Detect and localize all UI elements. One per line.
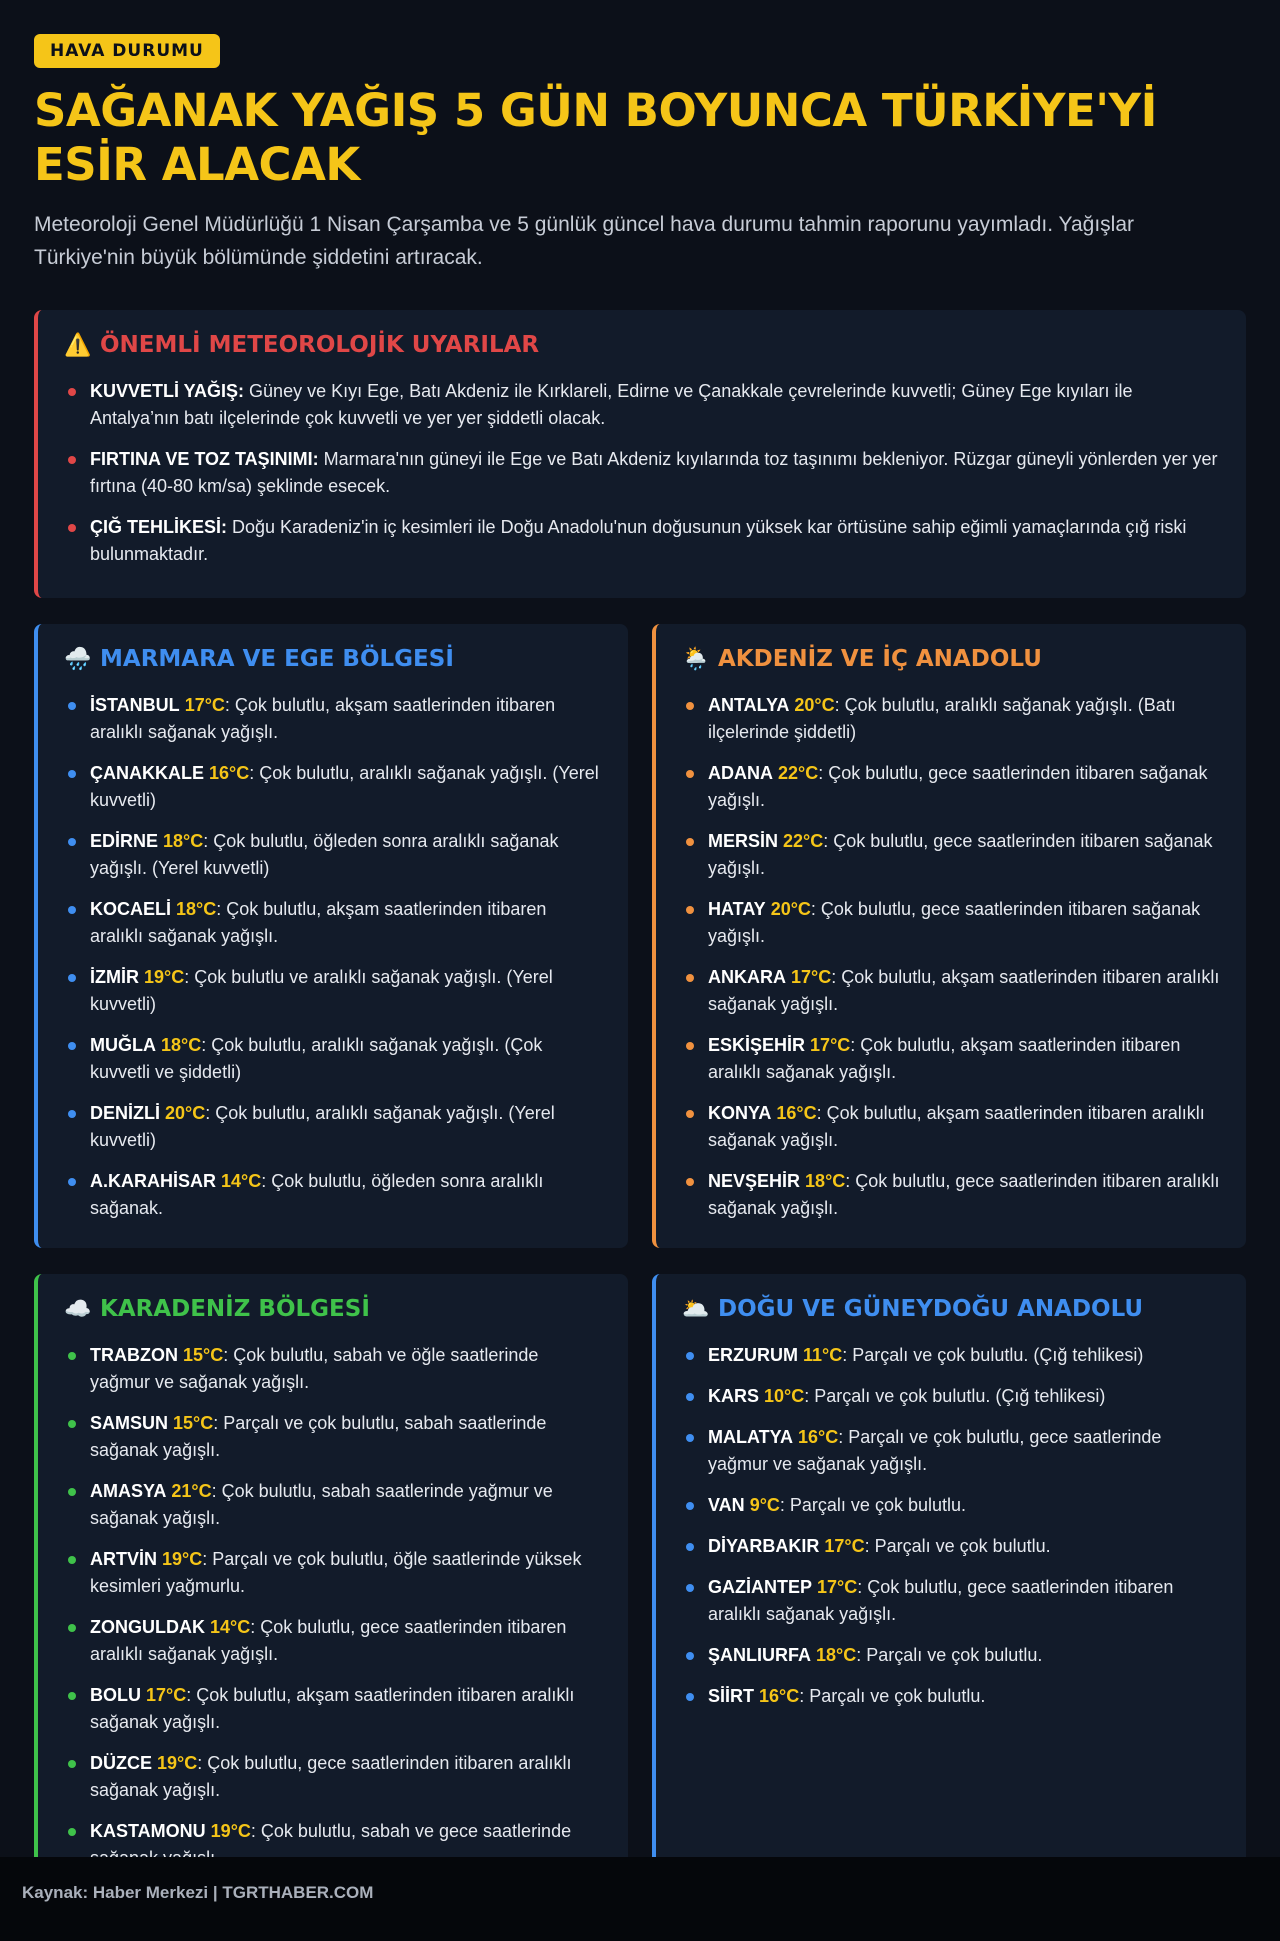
bullet-dot [68, 1760, 76, 1768]
region-title [64, 646, 602, 672]
city-item [682, 964, 1220, 1018]
city-name: GAZİANTEP [708, 1577, 813, 1597]
city-temp: 10°C [764, 1386, 805, 1406]
city-name: ŞANLIURFA [708, 1645, 811, 1665]
city-list [64, 692, 602, 1222]
city-temp: 18°C [816, 1645, 857, 1665]
city-temp: 22°C [778, 763, 819, 783]
rain-cloud-icon: 🌧️ [64, 646, 92, 672]
headline: SAĞANAK YAĞIŞ 5 GÜN BOYUNCA TÜRKİYE'Yİ ESİR ALACAK [34, 84, 1157, 191]
city-forecast: : Çok bulutlu, gece saatlerinden itibaren sağanak yağışlı. [708, 831, 1213, 878]
bullet-dot [686, 1652, 694, 1660]
warning-icon: ⚠️ [64, 332, 92, 358]
city-temp: 19°C [210, 1821, 251, 1841]
city-forecast: : Çok bulutlu, akşam saatlerinden itibaren aralıklı sağanak yağışlı. [90, 695, 556, 742]
city-forecast: : Çok bulutlu, gece saatlerinden itibaren aralıklı sağanak yağışlı. [90, 1617, 567, 1664]
city-temp: 9°C [749, 1495, 780, 1515]
bullet-dot [686, 1178, 694, 1186]
city-name: ERZURUM [708, 1345, 798, 1365]
city-temp: 18°C [163, 831, 204, 851]
bullet-dot [686, 702, 694, 710]
bullet-dot [686, 1434, 694, 1442]
city-temp: 16°C [759, 1686, 800, 1706]
city-forecast: : Çok bulutlu, akşam saatlerinden itibaren aralıklı sağanak yağışlı. [708, 967, 1220, 1014]
bullet-dot [68, 838, 76, 846]
city-name: ESKİŞEHİR [708, 1035, 806, 1055]
bullet-dot [68, 1110, 76, 1118]
city-item [64, 828, 602, 882]
city-name: AMASYA [90, 1481, 167, 1501]
city-temp: 20°C [770, 899, 811, 919]
warning-text: Marmara'nın güneyi ile Ege ve Batı Akdeniz kıyılarında toz taşınımı bekleniyor. Rüzgar güneyli yönlerden yer yer fırtına (40-80 km/sa) şeklinde esecek. [90, 449, 1218, 496]
city-forecast: : Çok bulutlu, sabah saatlerinde yağmur ve sağanak yağışlı. [90, 1481, 553, 1528]
city-name: KARS [708, 1386, 760, 1406]
city-temp: 20°C [794, 695, 835, 715]
bullet-dot [686, 1502, 694, 1510]
regions-row-1 [34, 624, 1246, 1248]
region-dogu-guneydogu [652, 1274, 1246, 1874]
city-name: A.KARAHİSAR [90, 1171, 216, 1191]
city-item [64, 1682, 602, 1736]
city-item [64, 1100, 602, 1154]
city-list [64, 1342, 602, 1872]
region-akdeniz-ic-anadolu [652, 624, 1246, 1248]
bullet-dot [686, 1543, 694, 1551]
bullet-dot [686, 838, 694, 846]
bullet-dot [68, 1042, 76, 1050]
city-item [682, 1383, 1220, 1410]
city-temp: 17°C [146, 1685, 187, 1705]
warnings-card [34, 310, 1246, 598]
city-name: SİİRT [708, 1686, 755, 1706]
city-temp: 17°C [184, 695, 225, 715]
city-forecast: : Parçalı ve çok bulutlu, sabah saatlerinde sağanak yağışlı. [90, 1413, 547, 1460]
region-title [64, 1296, 602, 1322]
city-name: KASTAMONU [90, 1821, 206, 1841]
city-forecast: : Parçalı ve çok bulutlu, gece saatlerinde yağmur ve sağanak yağışlı. [708, 1427, 1162, 1474]
city-temp: 18°C [176, 899, 217, 919]
city-item [64, 760, 602, 814]
warning-label: FIRTINA VE TOZ TAŞINIMI: [90, 449, 319, 469]
city-item [682, 1574, 1220, 1628]
bullet-dot [686, 1042, 694, 1050]
city-forecast: : Çok bulutlu, akşam saatlerinden itibaren aralıklı sağanak yağışlı. [90, 899, 547, 946]
region-title-text: MARMARA VE EGE BÖLGESİ [100, 646, 454, 672]
city-forecast: : Çok bulutlu, öğleden sonra aralıklı sağanak. [90, 1171, 544, 1218]
city-forecast: : Çok bulutlu ve aralıklı sağanak yağışlı. (Yerel kuvvetli) [90, 967, 553, 1014]
city-item [682, 1642, 1220, 1669]
city-temp: 14°C [210, 1617, 251, 1637]
regions-row-2 [34, 1274, 1246, 1874]
bullet-dot [68, 1352, 76, 1360]
city-name: İZMİR [90, 967, 139, 987]
city-item [64, 1168, 602, 1222]
city-forecast: : Çok bulutlu, sabah ve öğle saatlerinde yağmur ve sağanak yağışlı. [90, 1345, 539, 1392]
city-item [682, 1533, 1220, 1560]
city-forecast: : Çok bulutlu, gece saatlerinden itibaren sağanak yağışlı. [708, 899, 1201, 946]
city-name: MALATYA [708, 1427, 793, 1447]
warnings-title [64, 332, 1220, 358]
city-name: MERSİN [708, 831, 779, 851]
bullet-dot [68, 1178, 76, 1186]
bullet-dot [686, 1352, 694, 1360]
warning-text: Güney ve Kıyı Ege, Batı Akdeniz ile Kırklareli, Edirne ve Çanakkale çevrelerinde kuvvetli; Güney Ege kıyıları ile Antalya’nın batı ilçelerinde çok kuvvetli ve yer yer şiddetli olacak. [90, 381, 1133, 428]
bullet-dot [686, 1584, 694, 1592]
city-forecast: : Çok bulutlu, akşam saatlerinden itibaren aralıklı sağanak yağışlı. [90, 1685, 575, 1732]
city-name: MUĞLA [90, 1035, 156, 1055]
city-temp: 17°C [810, 1035, 851, 1055]
city-forecast: : Çok bulutlu, akşam saatlerinden itibaren aralıklı sağanak yağışlı. [708, 1103, 1205, 1150]
city-temp: 17°C [824, 1536, 865, 1556]
city-temp: 18°C [161, 1035, 202, 1055]
warning-item [64, 514, 1220, 568]
city-forecast: : Çok bulutlu, sabah ve gece saatlerinde [250, 1821, 572, 1841]
city-name: EDİRNE [90, 831, 159, 851]
city-item [64, 1546, 602, 1600]
city-temp: 19°C [144, 967, 185, 987]
city-temp: 19°C [157, 1753, 198, 1773]
city-forecast: : Parçalı ve çok bulutlu. [799, 1686, 986, 1706]
city-forecast: : Çok bulutlu, gece saatlerinden itibaren sağanak yağışlı. [708, 763, 1208, 810]
city-forecast: : Parçalı ve çok bulutlu. (Çığ tehlikesi) [804, 1386, 1106, 1406]
city-forecast: : Parçalı ve çok bulutlu. [856, 1645, 1043, 1665]
region-title [682, 1296, 1220, 1322]
city-item [682, 896, 1220, 950]
city-item [64, 1478, 602, 1532]
city-item [64, 1342, 602, 1396]
city-temp: 16°C [798, 1427, 839, 1447]
city-item [682, 692, 1220, 746]
bullet-dot [68, 1556, 76, 1564]
region-title-text: AKDENİZ VE İÇ ANADOLU [718, 646, 1042, 672]
city-forecast: : Çok bulutlu, akşam saatlerinden itibaren aralıklı sağanak yağışlı. [708, 1035, 1181, 1082]
city-forecast: : Çok bulutlu, öğleden sonra aralıklı sağanak yağışlı. (Yerel kuvvetli) [90, 831, 559, 878]
city-forecast: : Parçalı ve çok bulutlu. [864, 1536, 1051, 1556]
city-item [64, 1410, 602, 1464]
city-name: KOCAELİ [90, 899, 171, 919]
city-forecast: : Parçalı ve çok bulutlu. (Çığ tehlikesi) [842, 1345, 1144, 1365]
city-item [682, 1342, 1220, 1369]
bullet-dot [68, 1828, 76, 1836]
city-temp: 15°C [183, 1345, 224, 1365]
city-temp: 20°C [165, 1103, 206, 1123]
warning-label: ÇIĞ TEHLİKESİ: [90, 517, 228, 537]
source-footer: Kaynak: Haber Merkezi | TGRTHABER.COM [0, 1857, 1280, 1941]
city-forecast: : Çok bulutlu, gece saatlerinden itibaren aralıklı sağanak yağışlı. [90, 1753, 572, 1800]
city-item [64, 964, 602, 1018]
city-list [682, 692, 1220, 1222]
city-name: DENİZLİ [90, 1103, 160, 1123]
city-list [682, 1342, 1220, 1710]
sun-rain-cloud-icon: 🌦️ [682, 646, 710, 672]
city-name: DÜZCE [90, 1753, 152, 1773]
city-temp: 11°C [803, 1345, 843, 1365]
bullet-dot [68, 456, 76, 464]
bullet-dot [68, 1692, 76, 1700]
city-forecast: : Parçalı ve çok bulutlu. [779, 1495, 966, 1515]
city-item [682, 760, 1220, 814]
city-item [682, 1424, 1220, 1478]
city-name: DİYARBAKIR [708, 1536, 820, 1556]
city-forecast: : Çok bulutlu, aralıklı sağanak yağışlı. (Yerel kuvvetli) [90, 1103, 555, 1150]
city-name: NEVŞEHİR [708, 1171, 801, 1191]
city-name: ANTALYA [708, 695, 790, 715]
region-title-text: DOĞU VE GÜNEYDOĞU ANADOLU [718, 1296, 1144, 1322]
city-name: ARTVİN [90, 1549, 157, 1569]
bullet-dot [68, 702, 76, 710]
bullet-dot [68, 906, 76, 914]
bullet-dot [686, 770, 694, 778]
city-name: SAMSUN [90, 1413, 169, 1433]
city-temp: 17°C [817, 1577, 858, 1597]
city-temp: 14°C [221, 1171, 262, 1191]
city-forecast: : Parçalı ve çok bulutlu, öğle saatlerinde yüksek kesimleri yağmurlu. [90, 1549, 582, 1596]
city-name: VAN [708, 1495, 745, 1515]
region-karadeniz [34, 1274, 628, 1874]
bullet-dot [686, 1393, 694, 1401]
warning-item [64, 446, 1220, 500]
city-temp: 22°C [783, 831, 824, 851]
city-item [682, 1683, 1220, 1710]
city-item [682, 828, 1220, 882]
warnings-title-text: ÖNEMLİ METEOROLOJİK UYARILAR [100, 332, 540, 358]
bullet-dot [686, 906, 694, 914]
city-item [682, 1032, 1220, 1086]
warning-label: KUVVETLİ YAĞIŞ: [90, 381, 245, 401]
region-marmara-ege [34, 624, 628, 1248]
city-name: ADANA [708, 763, 773, 783]
city-temp: 21°C [171, 1481, 212, 1501]
city-item [64, 896, 602, 950]
city-name: BOLU [90, 1685, 141, 1705]
bullet-dot [686, 1693, 694, 1701]
category-badge: HAVA DURUMU [34, 34, 220, 68]
bullet-dot [68, 770, 76, 778]
city-name: KONYA [708, 1103, 772, 1123]
city-forecast: : Çok bulutlu, aralıklı sağanak yağışlı. (Çok kuvvetli ve şiddetli) [90, 1035, 543, 1082]
city-name: İSTANBUL [90, 695, 180, 715]
bullet-dot [68, 524, 76, 532]
bullet-dot [68, 1624, 76, 1632]
city-temp: 17°C [791, 967, 832, 987]
city-name: ZONGULDAK [90, 1617, 205, 1637]
bullet-dot [68, 1420, 76, 1428]
sun-cloud-icon: 🌥️ [682, 1296, 710, 1322]
city-name: ANKARA [708, 967, 786, 987]
city-temp: 16°C [209, 763, 250, 783]
city-item [64, 692, 602, 746]
region-title-text: KARADENİZ BÖLGESİ [100, 1296, 370, 1322]
bullet-dot [686, 974, 694, 982]
bullet-dot [68, 388, 76, 396]
cloud-icon: ☁️ [64, 1296, 92, 1322]
bullet-dot [68, 1488, 76, 1496]
city-item [64, 1614, 602, 1668]
city-item [64, 1032, 602, 1086]
bullet-dot [68, 974, 76, 982]
city-item [64, 1750, 602, 1804]
subtitle: Meteoroloji Genel Müdürlüğü 1 Nisan Çarşamba ve 5 günlük güncel hava durumu tahmin raporunu yayımladı. Yağışlar Türkiye'nin büyük bölümünde şiddetini artıracak. [34, 213, 1134, 269]
city-temp: 15°C [173, 1413, 214, 1433]
city-forecast: : Çok bulutlu, gece saatlerinden itibaren aralıklı sağanak yağışlı. [708, 1577, 1174, 1624]
city-temp: 19°C [162, 1549, 203, 1569]
region-title [682, 646, 1220, 672]
city-name: TRABZON [90, 1345, 178, 1365]
warnings-list [64, 378, 1220, 568]
city-item [682, 1492, 1220, 1519]
city-temp: 18°C [805, 1171, 846, 1191]
city-name: ÇANAKKALE [90, 763, 204, 783]
warning-text: Doğu Karadeniz'in iç kesimleri ile Doğu Anadolu'nun doğusunun yüksek kar örtüsüne sahip eğimli yamaçlarında çığ riski bulunmaktadır. [90, 517, 1187, 564]
city-item [682, 1168, 1220, 1222]
city-forecast: : Çok bulutlu, gece saatlerinden itibaren aralıklı sağanak yağışlı. [708, 1171, 1220, 1218]
city-name: HATAY [708, 899, 766, 919]
city-forecast: : Çok bulutlu, aralıklı sağanak yağışlı. (Yerel kuvvetli) [90, 763, 599, 810]
city-forecast: : Çok bulutlu, aralıklı sağanak yağışlı. (Batı ilçelerinde şiddetli) [708, 695, 1176, 742]
city-temp: 16°C [776, 1103, 817, 1123]
city-item [682, 1100, 1220, 1154]
bullet-dot [686, 1110, 694, 1118]
warning-item [64, 378, 1220, 432]
